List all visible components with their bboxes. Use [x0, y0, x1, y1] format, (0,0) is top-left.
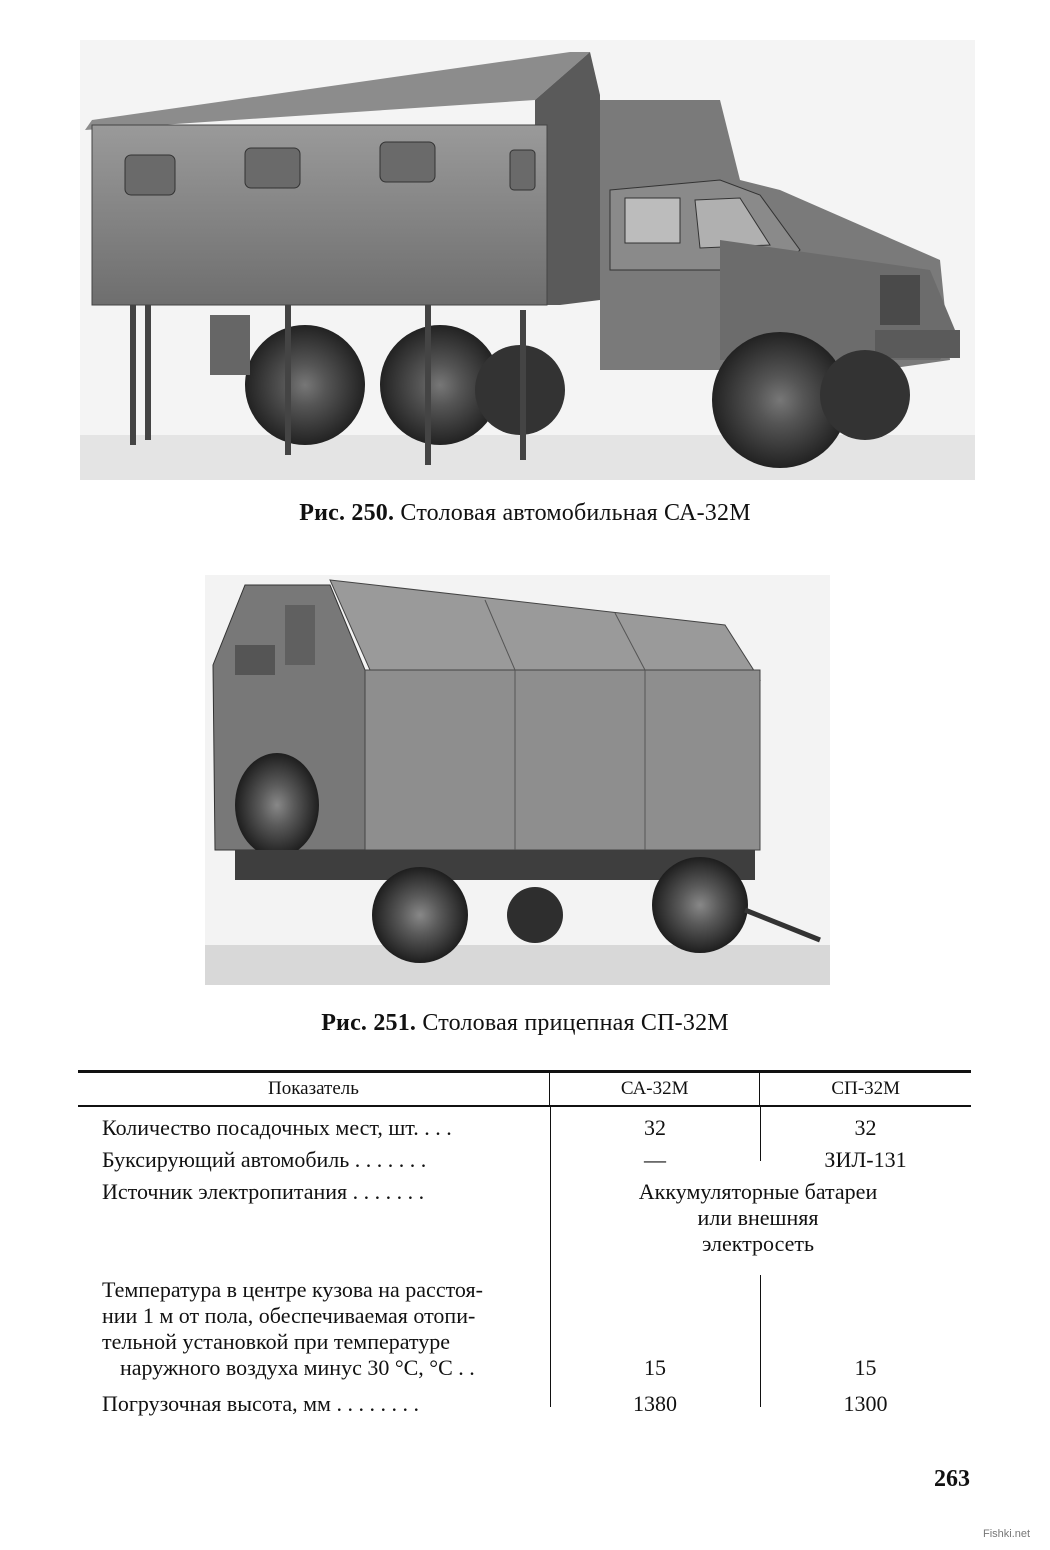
row-value-sa-seats: 32: [644, 1115, 666, 1140]
figure-251-caption: [0, 1010, 1050, 1037]
figure-250-number: Рис. 250.: [299, 500, 395, 526]
row-value-sp-loading-height: 1300: [843, 1391, 888, 1416]
temp-line-4: наружного воздуха минус 30 °С, °С . .: [120, 1355, 475, 1380]
row-value-sp-towing: ЗИЛ-131: [824, 1147, 907, 1172]
row-label-power: Источник электропитания . . . . . . .: [102, 1179, 425, 1204]
table-body: [78, 1107, 971, 1416]
figure-251-title: Столовая прицепная СП-32М: [422, 1010, 729, 1036]
row-value-sa-loading-height: 1380: [633, 1391, 677, 1416]
table-header: [78, 1073, 971, 1107]
header-sp-32m: СП-32М: [759, 1073, 971, 1105]
spec-table: [78, 1070, 971, 1416]
row-label-seats: Количество посадочных мест, шт. . . .: [102, 1115, 452, 1140]
temp-line-1: Температура в центре кузова на расстоя-: [102, 1277, 483, 1302]
row-value-sa-towing: —: [644, 1147, 666, 1172]
power-line-3: электросеть: [701, 1231, 815, 1256]
header-sa-32m: СА-32М: [549, 1073, 760, 1105]
row-value-sp-temperature: 15: [854, 1355, 877, 1380]
row-label-towing: Буксирующий автомобиль . . . . . . .: [102, 1147, 427, 1172]
row-label-loading-height: Погрузочная высота, мм . . . . . . . .: [102, 1391, 419, 1416]
figure-250-photo: [80, 40, 975, 480]
power-line-2: или внешняя: [697, 1205, 819, 1230]
row-value-sp-seats: 32: [854, 1115, 877, 1140]
header-parameter: Показатель: [268, 1078, 359, 1099]
temp-line-2: нии 1 м от пола, обеспечиваемая отопи-: [102, 1303, 476, 1328]
figure-250-caption: [0, 500, 1050, 527]
temp-line-3: тельной установкой при температуре: [102, 1329, 451, 1354]
figure-251-photo: [205, 575, 830, 985]
figure-250-title: Столовая автомобильная СА-32М: [400, 500, 751, 526]
row-value-sa-temperature: 15: [644, 1355, 666, 1380]
watermark: Fishki.net: [983, 1528, 1031, 1540]
page-number: 263: [934, 1466, 970, 1492]
column-divider-2b: [760, 1275, 761, 1407]
power-line-1: Аккумуляторные батареи: [638, 1179, 878, 1204]
row-label-temperature: [102, 1277, 550, 1381]
figure-251-number: Рис. 251.: [321, 1010, 417, 1036]
row-value-power-span: [583, 1179, 933, 1257]
